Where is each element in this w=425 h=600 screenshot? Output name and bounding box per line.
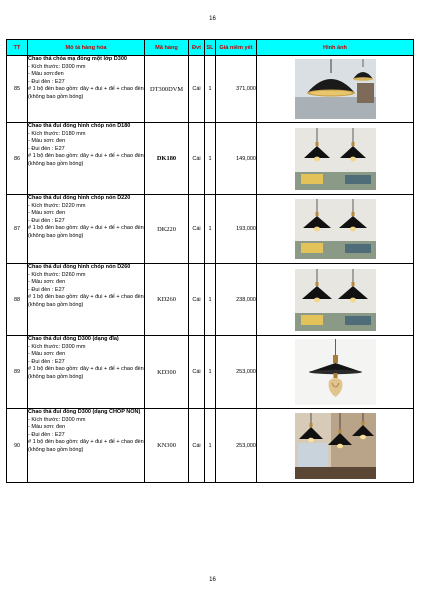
product-image-cell [257,336,414,409]
table-row [7,336,414,409]
product-qty: 1 [205,56,216,123]
table-row [7,123,414,195]
spec-line: - Màu sơn: đen [28,279,66,286]
pendant-lamp-cone-pair-icon [295,199,376,259]
product-code: DT300DVM [145,56,189,123]
product-table [6,39,414,483]
table-row [7,264,414,336]
table-row [7,195,414,264]
spec-line: # 1 bộ đèn bao gồm: dây + đui + đế + chao đèn (không bao gồm bóng) [28,153,144,167]
row-description [28,409,145,483]
row-description [28,123,145,195]
row-number: 89 [7,336,28,409]
product-title: Chao thả đui đồng hình chóp nón D220 [28,195,131,201]
product-qty: 1 [205,123,216,195]
row-description [28,56,145,123]
product-code: KN300 [145,409,189,483]
spec-line: - Kích thước: D220 mm [28,202,86,209]
product-qty: 1 [205,336,216,409]
header-unit: Đvt [189,40,205,56]
pendant-lamp-cone-cafe-icon [295,413,376,479]
header-image: Hình ảnh [257,40,414,56]
spec-line: - Đui đèn : E27 [28,145,65,152]
product-qty: 1 [205,264,216,336]
product-unit: Cái [189,409,205,483]
spec-line: - Đui đèn : E27 [28,358,65,365]
header-description: Mô tả hàng hóa [28,40,145,56]
page-number-top: 16 [209,16,216,22]
product-image-cell [257,56,414,123]
spec-line: - Đui đèn : E27 [28,78,65,85]
spec-line: - Màu sơn: đen [28,424,66,431]
spec-line: - Màu sơn: đen [28,138,66,145]
product-title: Chao thả đui đồng D300 (dạng đĩa) [28,336,119,342]
table-row [7,409,414,483]
spec-line: - Đui đèn : E27 [28,286,65,293]
product-price: 253,000 [216,409,257,483]
product-price: 253,000 [216,336,257,409]
row-description [28,264,145,336]
product-price: 149,000 [216,123,257,195]
product-price: 193,000 [216,195,257,264]
product-image-cell [257,409,414,483]
table-row [7,56,414,123]
product-qty: 1 [205,195,216,264]
product-image-cell [257,123,414,195]
spec-line: - Màu sơn: đen [28,210,66,217]
spec-line: # 1 bộ đèn bao gồm: dây + đui + đế + chao đèn (không bao gồm bóng) [28,366,144,380]
page-number-bottom: 16 [209,577,216,583]
header-tt: TT [7,40,28,56]
spec-line: - Đui đèn : E27 [28,217,65,224]
pendant-lamp-cone-pair-icon [295,128,376,190]
pendant-lamp-disc-edison-bulb-icon [295,339,376,405]
spec-line: - Kích thước: D180 mm [28,130,86,137]
row-number: 88 [7,264,28,336]
product-unit: Cái [189,195,205,264]
row-number: 90 [7,409,28,483]
spec-line: - Kích thước: D300 mm [28,416,86,423]
product-title: Chao thả đui đồng hình chóp nón D180 [28,123,131,129]
header-qty: SL [205,40,216,56]
product-unit: Cái [189,336,205,409]
product-title: Chao thả đui đồng hình chóp nón D260 [28,264,131,270]
row-description [28,336,145,409]
product-image-cell [257,264,414,336]
row-number: 87 [7,195,28,264]
table-header-row [7,40,414,56]
spec-line: - Đui đèn : E27 [28,431,65,438]
header-code: Mã hàng [145,40,189,56]
product-code: DK220 [145,195,189,264]
product-unit: Cái [189,264,205,336]
product-image-cell [257,195,414,264]
spec-line: # 1 bộ đèn bao gồm: dây + đui + đế + chao đèn (không bao gồm bóng) [28,439,144,453]
product-code: DK180 [145,123,189,195]
row-description [28,195,145,264]
product-price: 371,000 [216,56,257,123]
spec-line: # 1 bộ đèn bao gồm: dây + đui + đế + chao đèn (không bao gồm bóng) [28,225,144,239]
product-unit: Cái [189,123,205,195]
spec-line: - Màu sơn:đen [28,71,64,78]
row-number: 86 [7,123,28,195]
product-unit: Cái [189,56,205,123]
spec-line: - Kích thước: D300 mm [28,343,86,350]
row-number: 85 [7,56,28,123]
product-title: Chao thả đui đồng D300 (dạng CHÓP NÓN) [28,409,141,415]
spec-line: - Kích thước: D260 mm [28,271,86,278]
product-code: KD300 [145,336,189,409]
spec-line: - Kích thước: D300 mm [28,63,86,70]
spec-line: - Màu sơn: đen [28,351,66,358]
pendant-lamp-cone-pair-icon [295,269,376,331]
product-price: 238,000 [216,264,257,336]
spec-line: # 1 bộ đèn bao gồm: dây + đui + đế + chao đèn (không bao gồm bóng) [28,294,144,308]
spec-line: # 1 bộ đèn bao gồm: dây + đui + đế + chao đèn (không bao gồm bóng) [28,86,144,100]
product-title: Chao thả chóa mạ đồng một lớp D300 [28,56,127,62]
product-qty: 1 [205,409,216,483]
header-price: Giá niêm yết [216,40,257,56]
pendant-lamp-dome-gold-inner-icon [295,59,376,119]
product-code: KD260 [145,264,189,336]
